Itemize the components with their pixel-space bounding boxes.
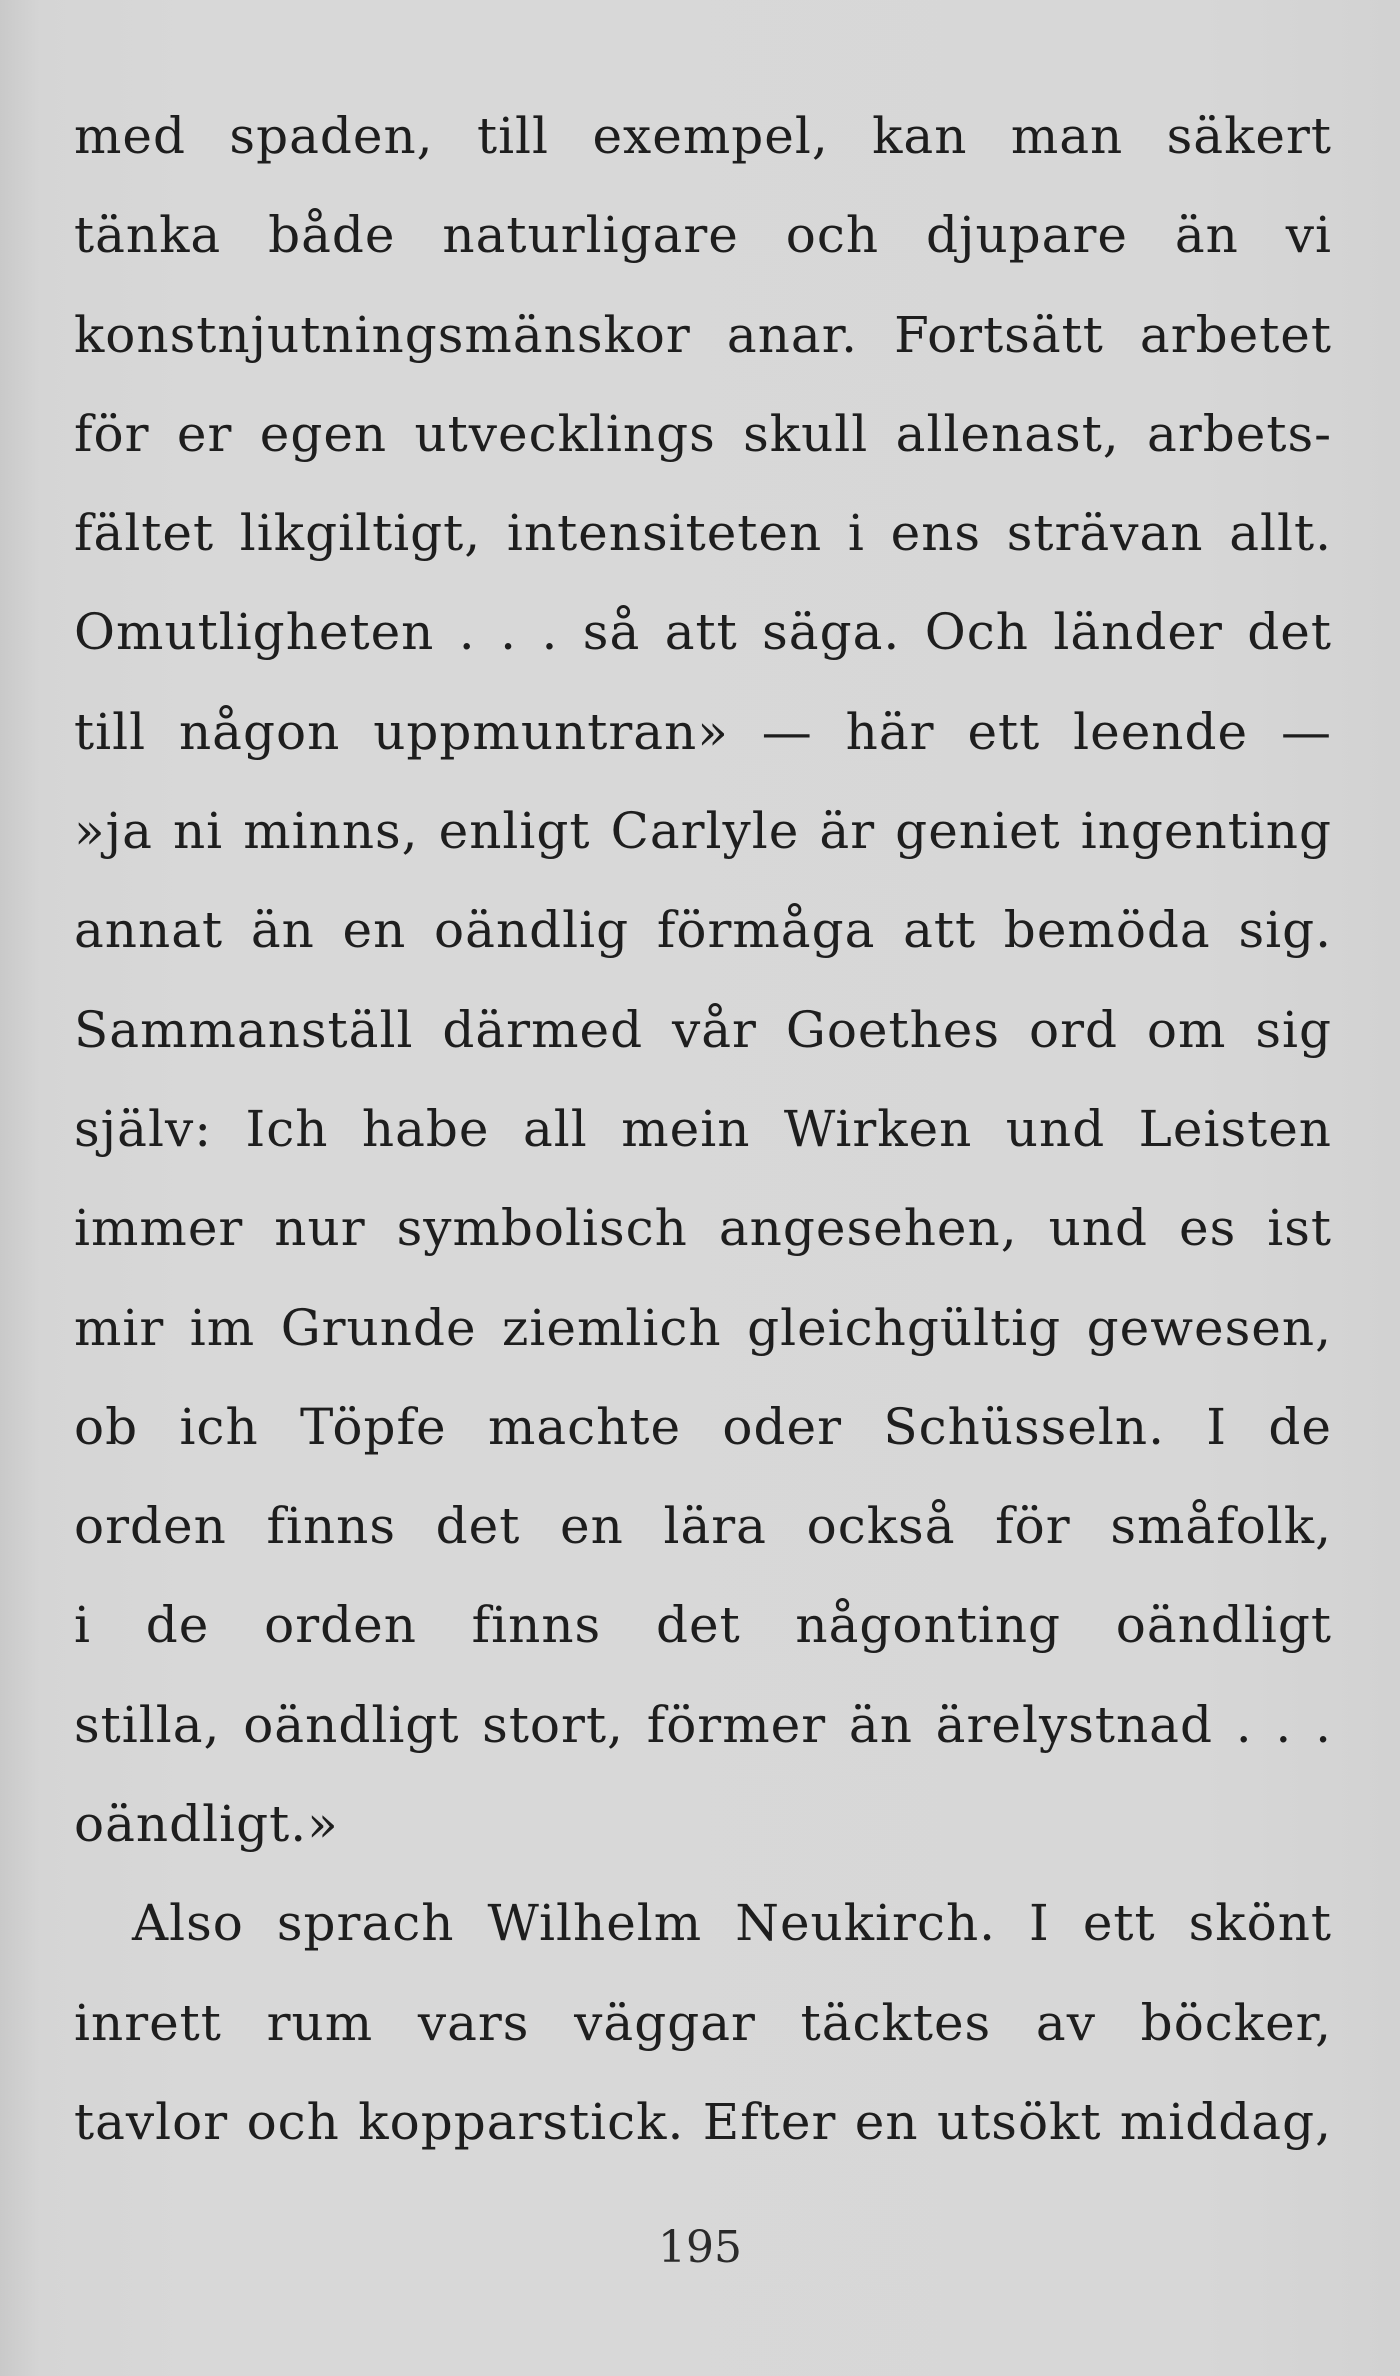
text-line-8: »ja ni minns, enligt Carlyle är geniet ingenting <box>74 802 1332 861</box>
text-line-12: immer nur symbolisch angesehen, und es ist <box>74 1199 1332 1258</box>
text-line-4: för er egen utvecklings skull allenast, arbets- <box>74 404 1332 463</box>
text-line-20: inrett rum vars väggar täcktes av böcker, <box>74 1993 1332 2052</box>
text-line-13: mir im Grunde ziemlich gleichgültig gewesen, <box>74 1298 1332 1357</box>
body-text <box>74 100 1332 2185</box>
text-line-5: fältet likgiltigt, intensiteten i ens strävan allt. <box>74 504 1332 563</box>
text-line-18: oändligt.» <box>74 1795 339 1854</box>
text-line-1: med spaden, till exempel, kan man säkert <box>74 107 1332 165</box>
text-line-3: konstnjutningsmänskor anar. Fortsätt arbetet <box>74 305 1332 364</box>
text-line-19: Also sprach Wilhelm Neukirch. I ett skönt <box>132 1894 1332 1953</box>
text-line-10: Sammanställ därmed vår Goethes ord om sig <box>74 1000 1332 1059</box>
text-line-7: till någon uppmuntran» — här ett leende — <box>74 702 1332 761</box>
text-line-2: tänka både naturligare och djupare än vi <box>74 206 1332 265</box>
text-line-16: i de orden finns det någonting oändligt <box>74 1596 1332 1655</box>
text-line-9: annat än en oändlig förmåga att bemöda sig. <box>74 901 1332 960</box>
text-line-14: ob ich Töpfe machte oder Schüsseln. I de <box>74 1397 1332 1456</box>
text-line-11: själv: Ich habe all mein Wirken und Leisten <box>74 1099 1332 1158</box>
text-line-17: stilla, oändligt stort, förmer än ärelystnad . . . <box>74 1695 1332 1754</box>
page-number: 195 <box>658 2222 742 2273</box>
text-line-6: Omutligheten . . . så att säga. Och länder det <box>74 603 1332 662</box>
text-line-21: tavlor och kopparstick. Efter en utsökt middag, <box>74 2092 1332 2151</box>
text-line-15: orden finns det en lära också för småfolk, <box>74 1497 1332 1556</box>
